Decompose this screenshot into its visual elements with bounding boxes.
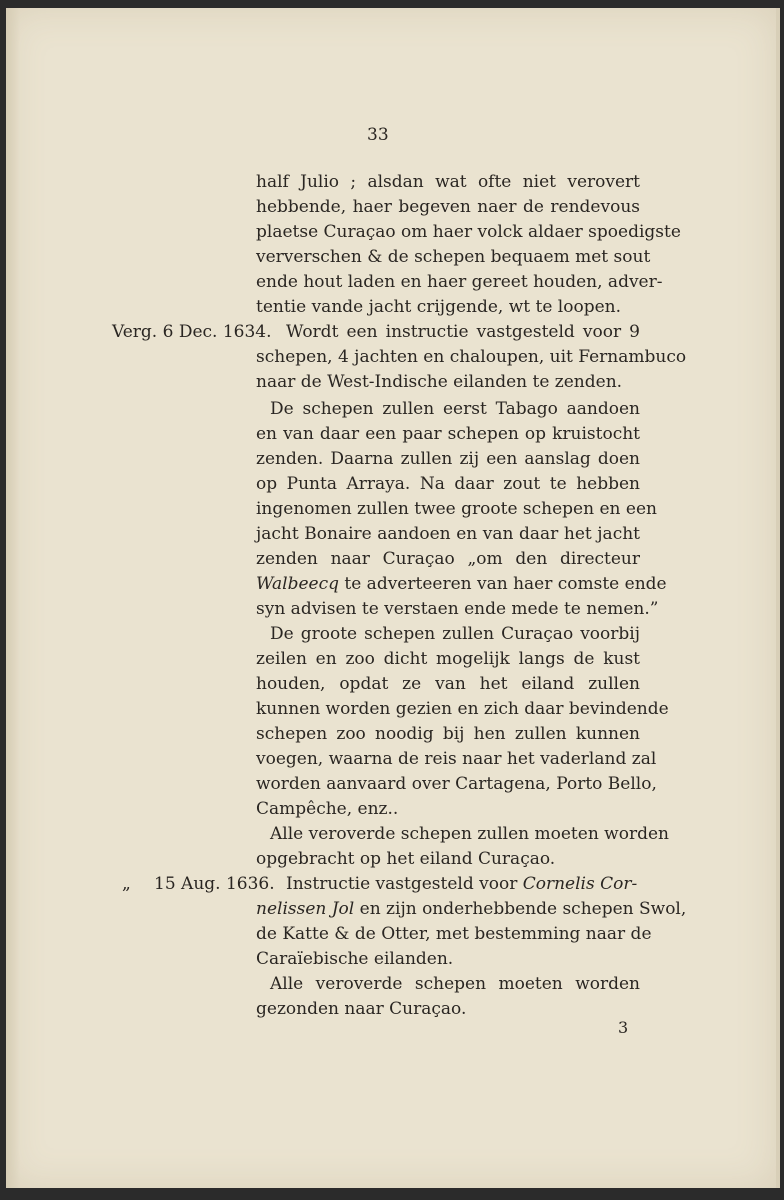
italic-name-walbeecq: Walbeecq — [256, 574, 339, 594]
text-line: hebbende, haer begeven naer de rendevous — [256, 197, 640, 217]
text-line: Caraïebische eilanden. — [256, 949, 454, 969]
text-line: syn advisen te verstaen ende mede te nemen.” — [256, 599, 659, 619]
margin-date-verg: Verg. 6 Dec. 1634. — [112, 322, 272, 342]
text-line: naar de West-Indische eilanden te zenden. — [256, 372, 623, 392]
text-line — [256, 572, 667, 596]
text-line: Alle veroverde schepen zullen moeten worden — [270, 824, 669, 844]
text-line: op Punta Arraya. Na daar zout te hebben — [256, 474, 640, 494]
text-line — [286, 872, 640, 896]
text-line: ende hout laden en haer gereet houden, adver- — [256, 272, 663, 292]
text-line: zenden naar Curaçao „om den directeur — [256, 549, 640, 569]
text-line: gezonden naar Curaçao. — [256, 999, 467, 1019]
text-line: ververschen & de schepen bequaem met sout — [256, 247, 651, 267]
text-line: opgebracht op het eiland Curaçao. — [256, 849, 556, 869]
text-line: en van daar een paar schepen op kruistocht — [256, 424, 640, 444]
text-line: Campêche, enz.. — [256, 799, 399, 819]
text-line: Wordt een instructie vastgesteld voor 9 — [286, 322, 640, 342]
text-span: te adverteeren van haer comste ende — [338, 574, 667, 594]
text-line: houden, opdat ze van het eiland zullen — [256, 674, 640, 694]
text-line: kunnen worden gezien en zich daar bevindende — [256, 699, 669, 719]
text-line: schepen, 4 jachten en chaloupen, uit Fernambuco — [256, 347, 687, 367]
text-span: en zijn onderhebbende schepen Swol, — [354, 899, 687, 919]
italic-name-cornelis: Cornelis Cor- — [522, 874, 638, 894]
text-span: Instructie vastgesteld voor — [286, 874, 523, 894]
text-line: De groote schepen zullen Curaçao voorbij — [270, 624, 640, 644]
text-line: schepen zoo noodig bij hen zullen kunnen — [256, 724, 640, 744]
signature-mark: 3 — [618, 1018, 629, 1037]
text-line: jacht Bonaire aandoen en van daar het jacht — [256, 524, 640, 544]
margin-date-aug: 15 Aug. 1636. — [154, 874, 275, 894]
text-line: Alle veroverde schepen moeten worden — [270, 974, 640, 994]
text-line: plaetse Curaçao om haer volck aldaer spoedigste — [256, 222, 681, 242]
text-line: half Julio ; alsdan wat ofte niet verovert — [256, 172, 640, 192]
ditto-mark: „ — [122, 874, 131, 894]
text-line: ingenomen zullen twee groote schepen en een — [256, 499, 657, 519]
text-line: de Katte & de Otter, met bestemming naar de — [256, 924, 652, 944]
text-line: De schepen zullen eerst Tabago aandoen — [270, 399, 640, 419]
text-line: voegen, waarna de reis naar het vaderland zal — [256, 749, 657, 769]
text-line: zenden. Daarna zullen zij een aanslag doen — [256, 449, 640, 469]
text-line — [256, 897, 687, 921]
page-gutter — [6, 8, 20, 1188]
italic-name-jol: nelissen Jol — [256, 899, 355, 919]
page-number-top: 33 — [367, 125, 389, 145]
text-line: worden aanvaard over Cartagena, Porto Bello, — [256, 774, 657, 794]
text-line: zeilen en zoo dicht mogelijk langs de kust — [256, 649, 640, 669]
text-line: tentie vande jacht crijgende, wt te loopen. — [256, 297, 622, 317]
